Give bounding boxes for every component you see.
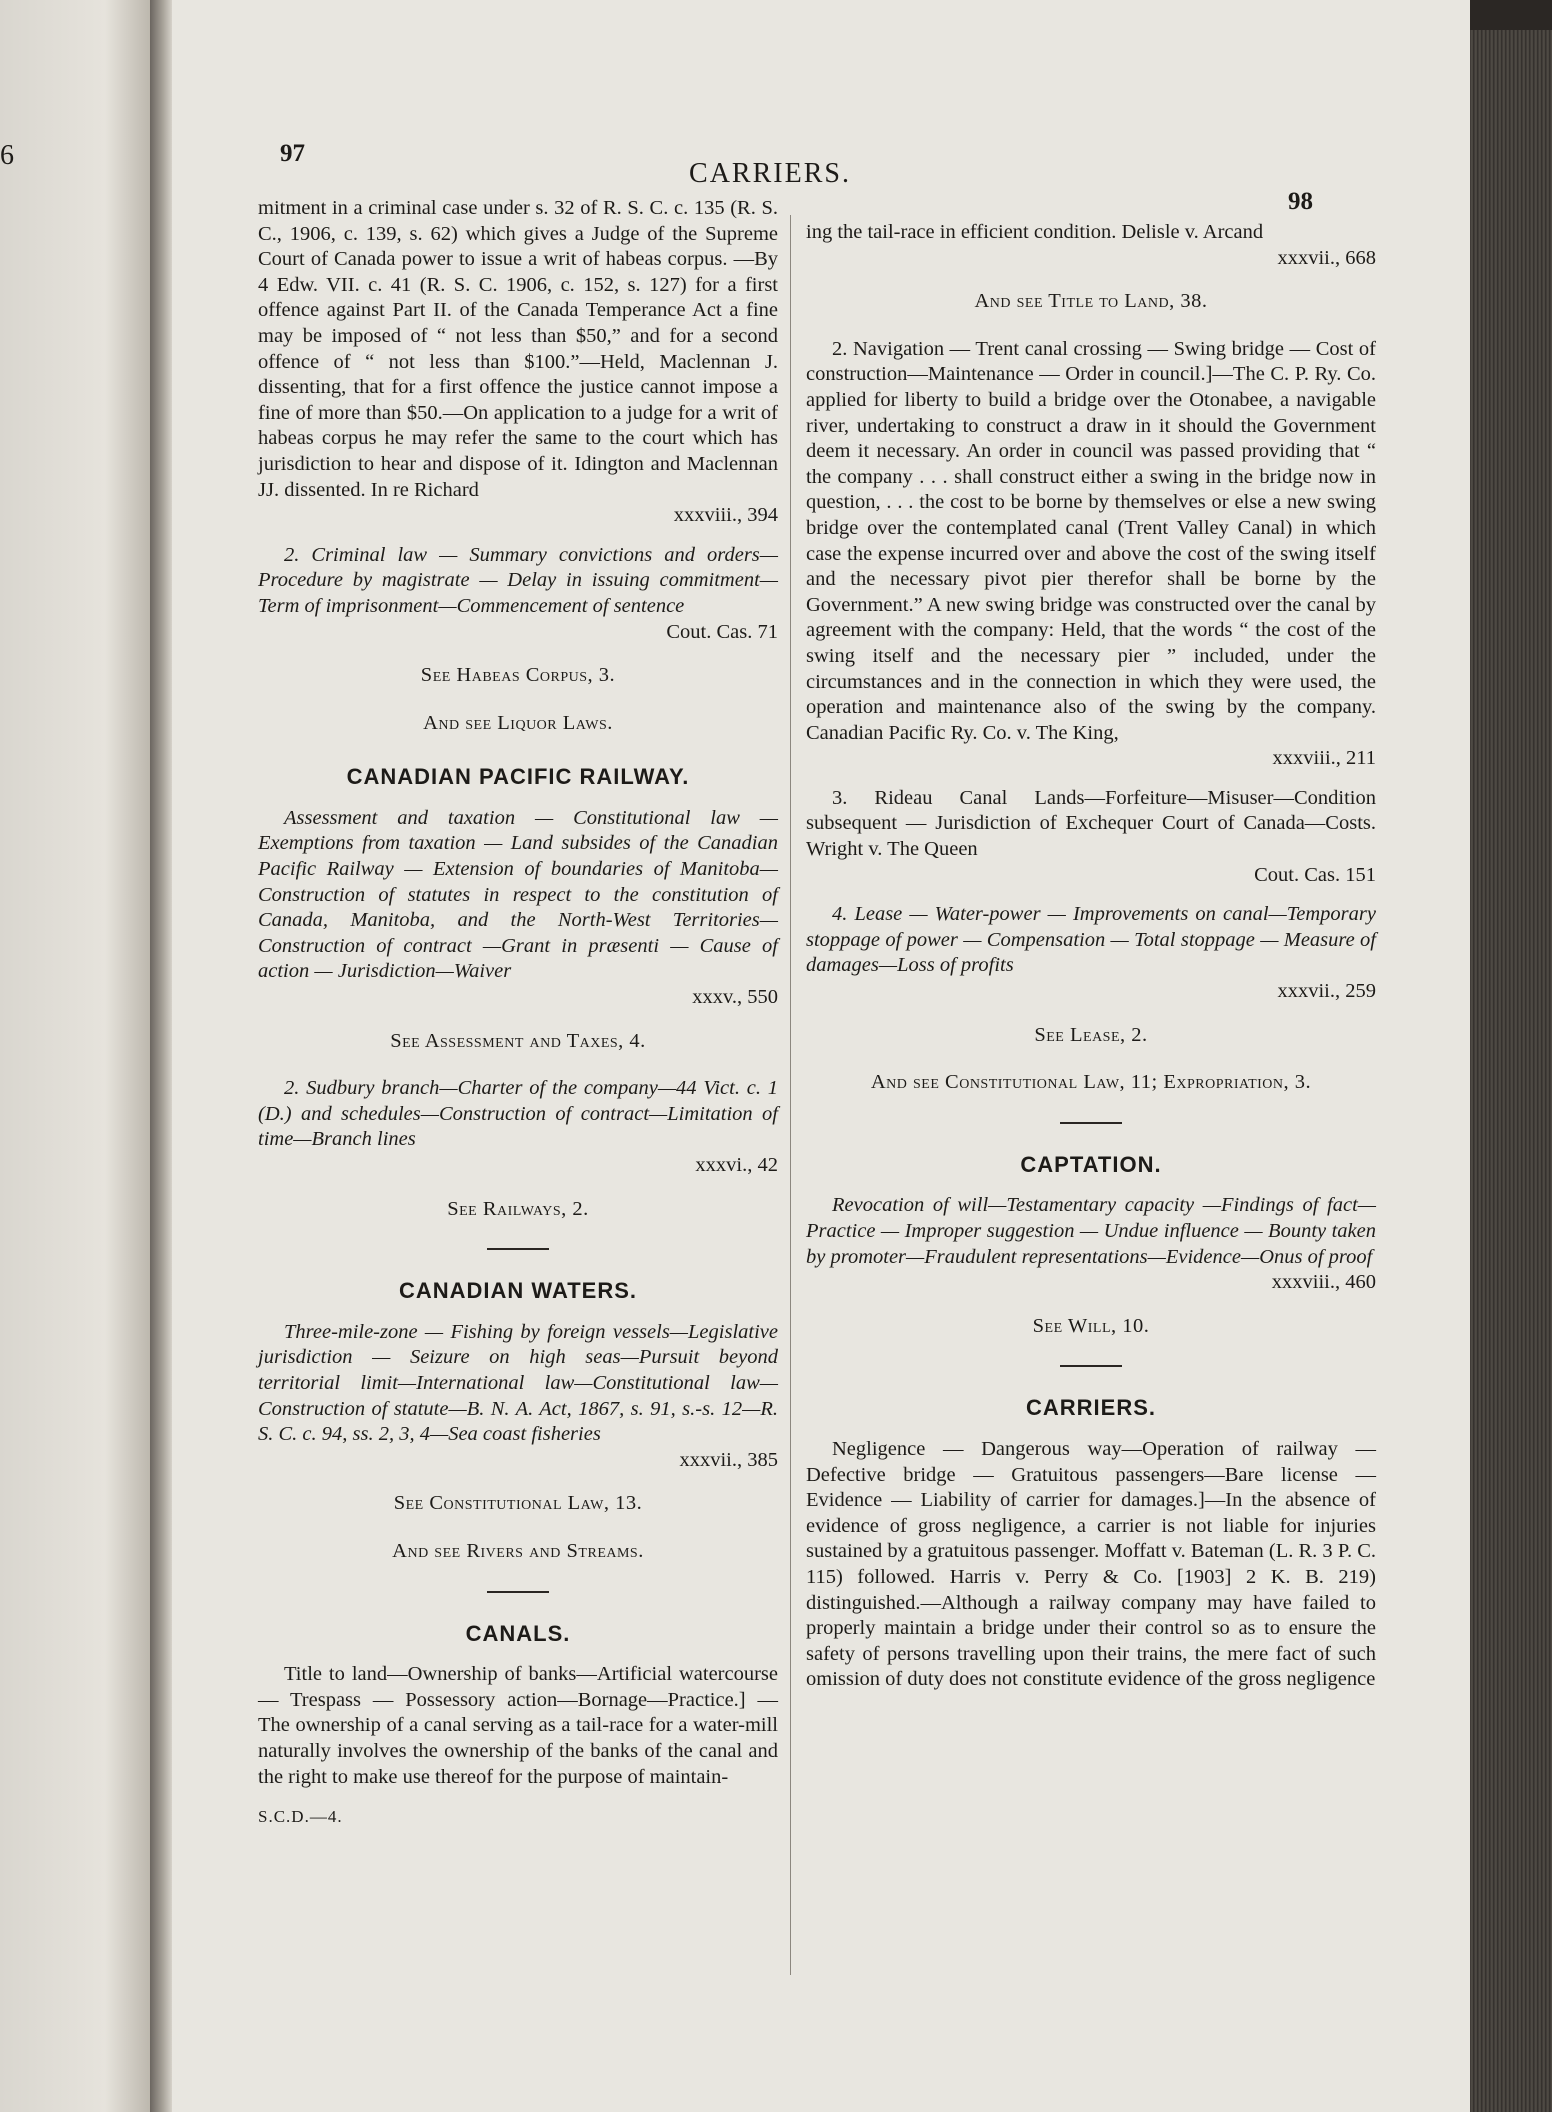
see-reference: See Railways, 2. [447,1197,589,1220]
citation: xxxvii., 668 [1277,246,1376,269]
see-reference: See Lease, 2. [1034,1023,1148,1046]
citation: xxxviii., 394 [673,504,778,527]
entry-cpr-2: 2. Sudbury branch—Charter of the company—44 Vict. c. 1 (D.) and schedules—Construction of contract—Limitation of time—Branch lines xxxvi., 42 [258,1076,778,1178]
entry-navigation: 2. Navigation — Trent canal crossing — Swing bridge — Cost of construction—Maintenance — Order in council.]—The C. P. Ry. Co. applied for liberty to build a bridge over the Otonabee, a navigable river, undertaking to construct a draw in it should the Government deem it necessary. An order in council was passed providing that “ the company . . . shall construct either a swing in the bridge now in question, . . . the cost to be borne by themselves or else a new swing bridge over the contemplated canal (Trent Valley Canal) in which case the expense incurred over and above the cost of the swing itself and the necessary pivot pier therefor shall be borne by the Government.” A new swing bridge was constructed over the canal by agreement with the company: Held, that the words “ the cost of the swing itself and the necessary pier ” included, under the circumstances and in the connection in which they were used, the operation and maintenance also of the swing by the company. Canadian Pacific Ry. Co. v. The King, xxxviii., 211 [806,337,1376,772]
citation: xxxvi., 42 [695,1154,778,1176]
right-column [806,220,1376,1707]
entry-carriers: Negligence — Dangerous way—Operation of railway — Defective bridge — Gratuitous passengers—Bare license — Evidence — Liability of carrier for damages.]—In the absence of evidence of gross negligence, a carrier is not liable for injuries sustained by a gratuitous passenger. Moffatt v. Bateman (L. R. 3 P. C. 115) followed. Harris v. Perry & Co. [1903] 2 K. B. 219) distinguished.—Although a railway company may have failed to properly maintain a bridge under their control so as to ensure the safety of persons travelling upon their trains, the mere fact of such omission of duty does not constitute evidence of the gross negligence [806,1437,1376,1691]
see-reference: See Assessment and Taxes, 4. [390,1029,646,1052]
entry-criminal-law: 2. Criminal law — Summary convictions and orders—Procedure by magistrate — Delay in issuing commitment—Term of imprisonment—Commencement of sentence Cout. Cas. 71 [258,543,778,645]
citation: xxxvii., 259 [1277,980,1376,1003]
citation: Cout. Cas. 71 [666,620,778,643]
signature-mark: S.C.D.—4. [258,1807,343,1827]
entry-canals: Title to land—Ownership of banks—Artificial watercourse — Trespass — Possessory action—Bornage—Practice.] — The ownership of a canal serving as a tail-race for a water-mill naturally involves the ownership of the banks of the canal and the right to make use thereof for the purpose of maintain- [258,1663,778,1788]
citation: xxxviii., 460 [1271,1271,1376,1294]
see-reference: See Habeas Corpus, 3. [420,664,616,687]
running-title: CARRIERS. [689,158,851,189]
see-reference: See Constitutional Law, 13. [393,1492,643,1515]
entry-cpr-1: Assessment and taxation — Constitutional law — Exemptions from taxation — Land subsides of the Canadian Pacific Railway — Extension of boundaries of Manitoba—Construction of statutes in respect to the constitution of Canada, Manitoba, and the North-West Territories—Construction of contract —Grant in præsenti — Cause of action — Jurisdiction—Waiver xxxv., 550 [258,806,778,1011]
see-reference: And see Liquor Laws. [423,711,613,734]
facing-page-edge [0,0,150,2112]
entry-captation: Revocation of will—Testamentary capacity —Findings of fact—Practice — Improper suggestion — Undue influence — Bounty taken by promoter—Fraudulent representations—Evidence—Onus of proof xxxviii., 460 [806,1193,1376,1295]
left-page-number: 97 [280,140,305,167]
entry-lease: 4. Lease — Water-power — Improvements on canal—Temporary stoppage of power — Compensation — Total stoppage — Measure of damages—Loss of profits xxxvii., 259 [806,902,1376,1004]
see-reference: And see Constitutional Law, 11; Expropriation, 3. [870,1071,1312,1094]
see-reference: And see Title to Land, 38. [974,290,1208,313]
column-divider [790,215,791,1975]
section-heading: CANADIAN WATERS. [398,1278,638,1304]
section-rule [1060,1365,1122,1367]
section-rule [487,1248,549,1250]
left-column [258,196,778,1830]
facing-page-number: 6 [0,140,14,171]
see-reference: See Will, 10. [1032,1314,1150,1337]
citation: Cout. Cas. 151 [1254,863,1376,886]
section-heading: CARRIERS. [1025,1395,1156,1421]
book-gutter [150,0,172,2112]
section-rule [487,1591,549,1593]
entry-waters: Three-mile-zone — Fishing by foreign vessels—Legislative jurisdiction — Seizure on high seas—Pursuit beyond territorial limit—International law—Constitutional law—Construction of statute—B. N. A. Act, 1867, s. 91, s.-s. 12—R. S. C. c. 94, ss. 2, 3, 4—Sea coast fisheries xxxvii., 385 [258,1320,778,1474]
entry-continuation: mitment in a criminal case under s. 32 of R. S. C. c. 135 (R. S. C., 1906, c. 139, s. 62) which gives a Judge of the Supreme Court of Canada power to issue a writ of habeas corpus. —By 4 Edw. VII. c. 41 (R. S. C. 1906, c. 152, s. 127) for a first offence against Part II. of the Canada Temperance Act a fine may be imposed of “ not less than $50,” and for a second offence of “ not less than $100.”—Held, Maclennan J. dissenting, that for a first offence the justice cannot impose a fine of more than $50.—On application to a judge for a writ of habeas corpus he may refer the same to the court which has jurisdiction to hear and dispose of it. Idington and Maclennan JJ. dissented. In re Richard xxxviii., 394 [258,196,778,529]
citation: xxxvii., 385 [679,1448,778,1471]
section-heading: CANADIAN PACIFIC RAILWAY. [346,764,690,790]
citation: xxxviii., 211 [1272,747,1376,770]
section-heading: CANALS. [465,1620,571,1646]
see-reference: And see Rivers and Streams. [392,1539,644,1562]
right-page-number: 98 [1288,188,1313,215]
section-heading: CAPTATION. [1020,1151,1162,1177]
citation: xxxv., 550 [692,986,778,1009]
page-stack-edge [1470,30,1552,2112]
section-rule [1060,1122,1122,1124]
entry-rideau: 3. Rideau Canal Lands—Forfeiture—Misuser—Condition subsequent — Jurisdiction of Exchequer Court of Canada—Costs. Wright v. The Queen Cout. Cas. 151 [806,786,1376,888]
entry-continuation: ing the tail-race in efficient condition. Delisle v. Arcand xxxvii., 668 [806,220,1376,271]
